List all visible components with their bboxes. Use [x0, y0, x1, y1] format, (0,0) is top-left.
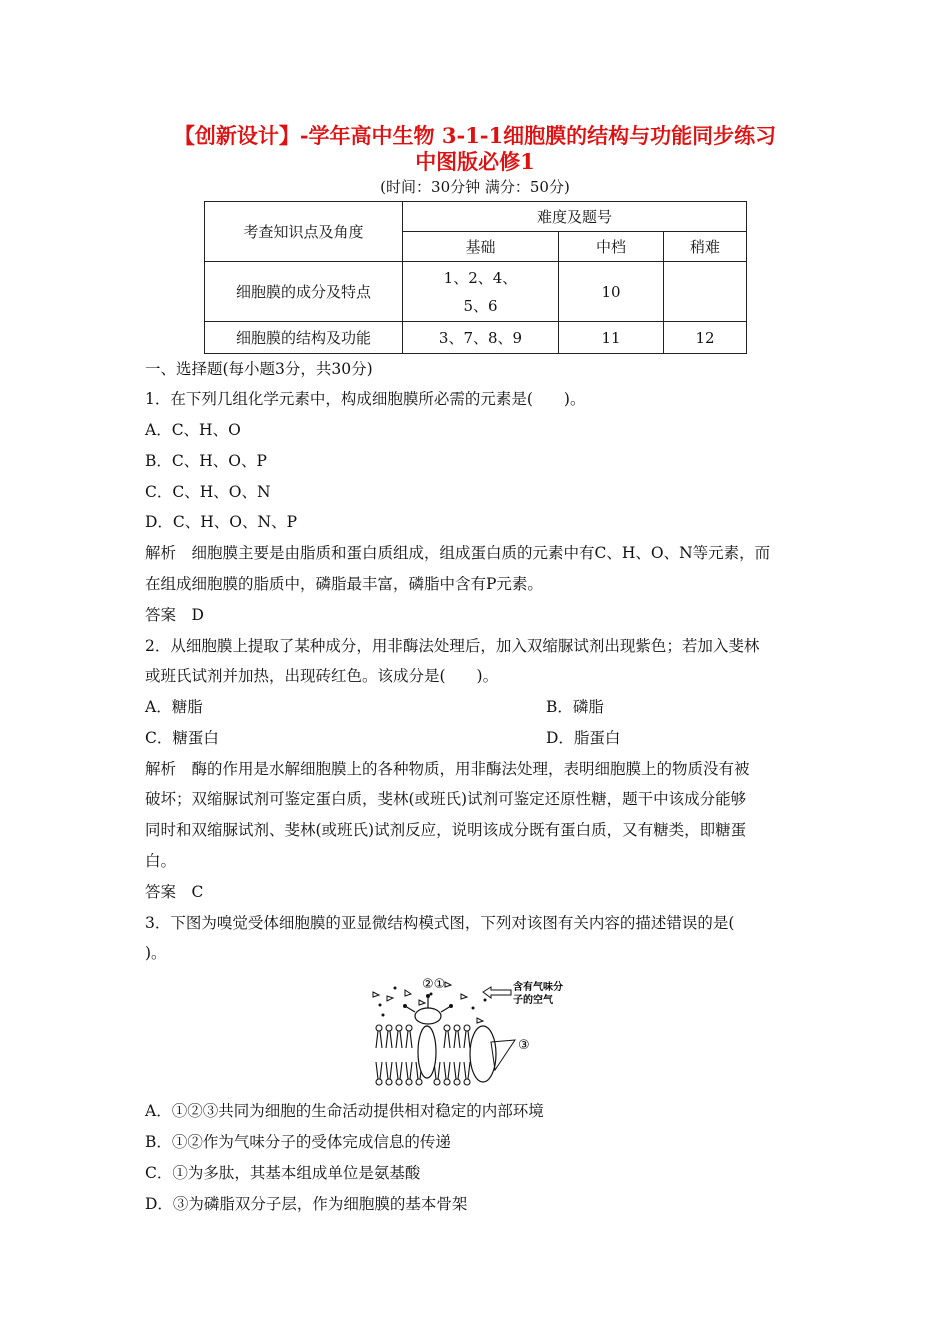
q3-option-a: A．①②③共同为细胞的生命活动提供相对稳定的内部环境 — [145, 1102, 544, 1120]
cell-membrane-figure — [365, 970, 590, 1095]
row-basic-line2: 5、6 — [463, 296, 498, 315]
q2-analysis-line3: 同时和双缩脲试剂、斐林(或班氏)试剂反应，说明该成分既有蛋白质，又有糖类，即糖蛋 — [145, 821, 747, 839]
air-arrow-icon — [483, 987, 511, 998]
level-medium: 中档 — [559, 232, 664, 262]
q1-answer: 答案 D — [145, 606, 204, 624]
row-hard: 12 — [664, 322, 747, 354]
row-basic: 3、7、8、9 — [403, 322, 559, 354]
difficulty-header: 难度及题号 — [403, 202, 747, 232]
q3-stem-line1: 3．下图为嗅觉受体细胞膜的亚显微结构模式图，下列对该图有关内容的描述错误的是( — [145, 914, 735, 932]
q2-analysis-line4: 白。 — [145, 852, 177, 870]
figure-label-air-line1: 含有气味分 — [513, 982, 563, 993]
q1-analysis-line2: 在组成细胞膜的脂质中，磷脂最丰富，磷脂中含有P元素。 — [145, 575, 543, 593]
q1-analysis-line1: 解析 细胞膜主要是由脂质和蛋白质组成，组成蛋白质的元素中有C、H、O、N等元素，而 — [145, 544, 771, 562]
q2-stem-line2: 或班氏试剂并加热，出现砖红色。该成分是( )。 — [145, 667, 499, 685]
knowledge-table — [204, 201, 747, 354]
exam-info: (时间：30分钟 满分：50分) — [380, 178, 570, 196]
q1-option-c: C．C、H、O、N — [145, 483, 271, 501]
channel-protein-icon — [470, 1026, 496, 1082]
row-hard — [664, 262, 747, 322]
row-medium: 10 — [559, 262, 664, 322]
document-title-line1: 【创新设计】-学年高中生物 3-1-1细胞膜的结构与功能同步练习 — [173, 123, 777, 148]
q3-option-d: D．③为磷脂双分子层，作为细胞膜的基本骨架 — [145, 1195, 468, 1213]
level-basic: 基础 — [403, 232, 559, 262]
receptor-protein-icon — [415, 1008, 441, 1024]
figure-label-2-1: ②① — [422, 977, 446, 992]
table-corner-header: 考查知识点及角度 — [205, 202, 403, 262]
q2-option-a: A．糖脂 — [145, 698, 203, 716]
q2-option-d: D．脂蛋白 — [546, 729, 621, 747]
q3-option-c: C．①为多肽，其基本组成单位是氨基酸 — [145, 1164, 421, 1182]
row-topic: 细胞膜的成分及特点 — [205, 262, 403, 322]
q2-analysis-line2: 破坏；双缩脲试剂可鉴定蛋白质，斐林(或班氏)试剂可鉴定还原性糖，题干中该成分能够 — [145, 790, 747, 808]
row-topic: 细胞膜的结构及功能 — [205, 322, 403, 354]
row-basic-line1: 1、2、4、 — [443, 268, 518, 287]
level-hard: 稍难 — [664, 232, 747, 262]
q1-option-b: B．C、H、O、P — [145, 452, 267, 470]
q1-stem: 1．在下列几组化学元素中，构成细胞膜所必需的元素是( )。 — [145, 390, 586, 408]
q2-analysis-line1: 解析 酶的作用是水解细胞膜上的各种物质，用非酶法处理，表明细胞膜上的物质没有被 — [145, 760, 750, 778]
figure-label-3: ③ — [518, 1038, 530, 1053]
q1-option-d: D．C、H、O、N、P — [145, 513, 298, 531]
q2-stem-line1: 2．从细胞膜上提取了某种成分，用非酶法处理后，加入双缩脲试剂出现紫色；若加入斐林 — [145, 637, 760, 655]
q1-option-a: A．C、H、O — [145, 421, 241, 439]
q3-option-b: B．①②作为气味分子的受体完成信息的传递 — [145, 1133, 451, 1151]
document-title-line2: 中图版必修1 — [415, 149, 535, 174]
row-basic — [403, 262, 559, 322]
row-medium: 11 — [559, 322, 664, 354]
q3-stem-line2: )。 — [145, 944, 167, 962]
section-title: 一、选择题(每小题3分，共30分) — [145, 360, 373, 378]
figure-label-air-line2: 子的空气 — [513, 995, 553, 1006]
transmembrane-protein-icon — [418, 1026, 436, 1078]
q2-option-c: C．糖蛋白 — [145, 729, 219, 747]
q2-answer: 答案 C — [145, 883, 204, 901]
q2-option-b: B．磷脂 — [546, 698, 604, 716]
